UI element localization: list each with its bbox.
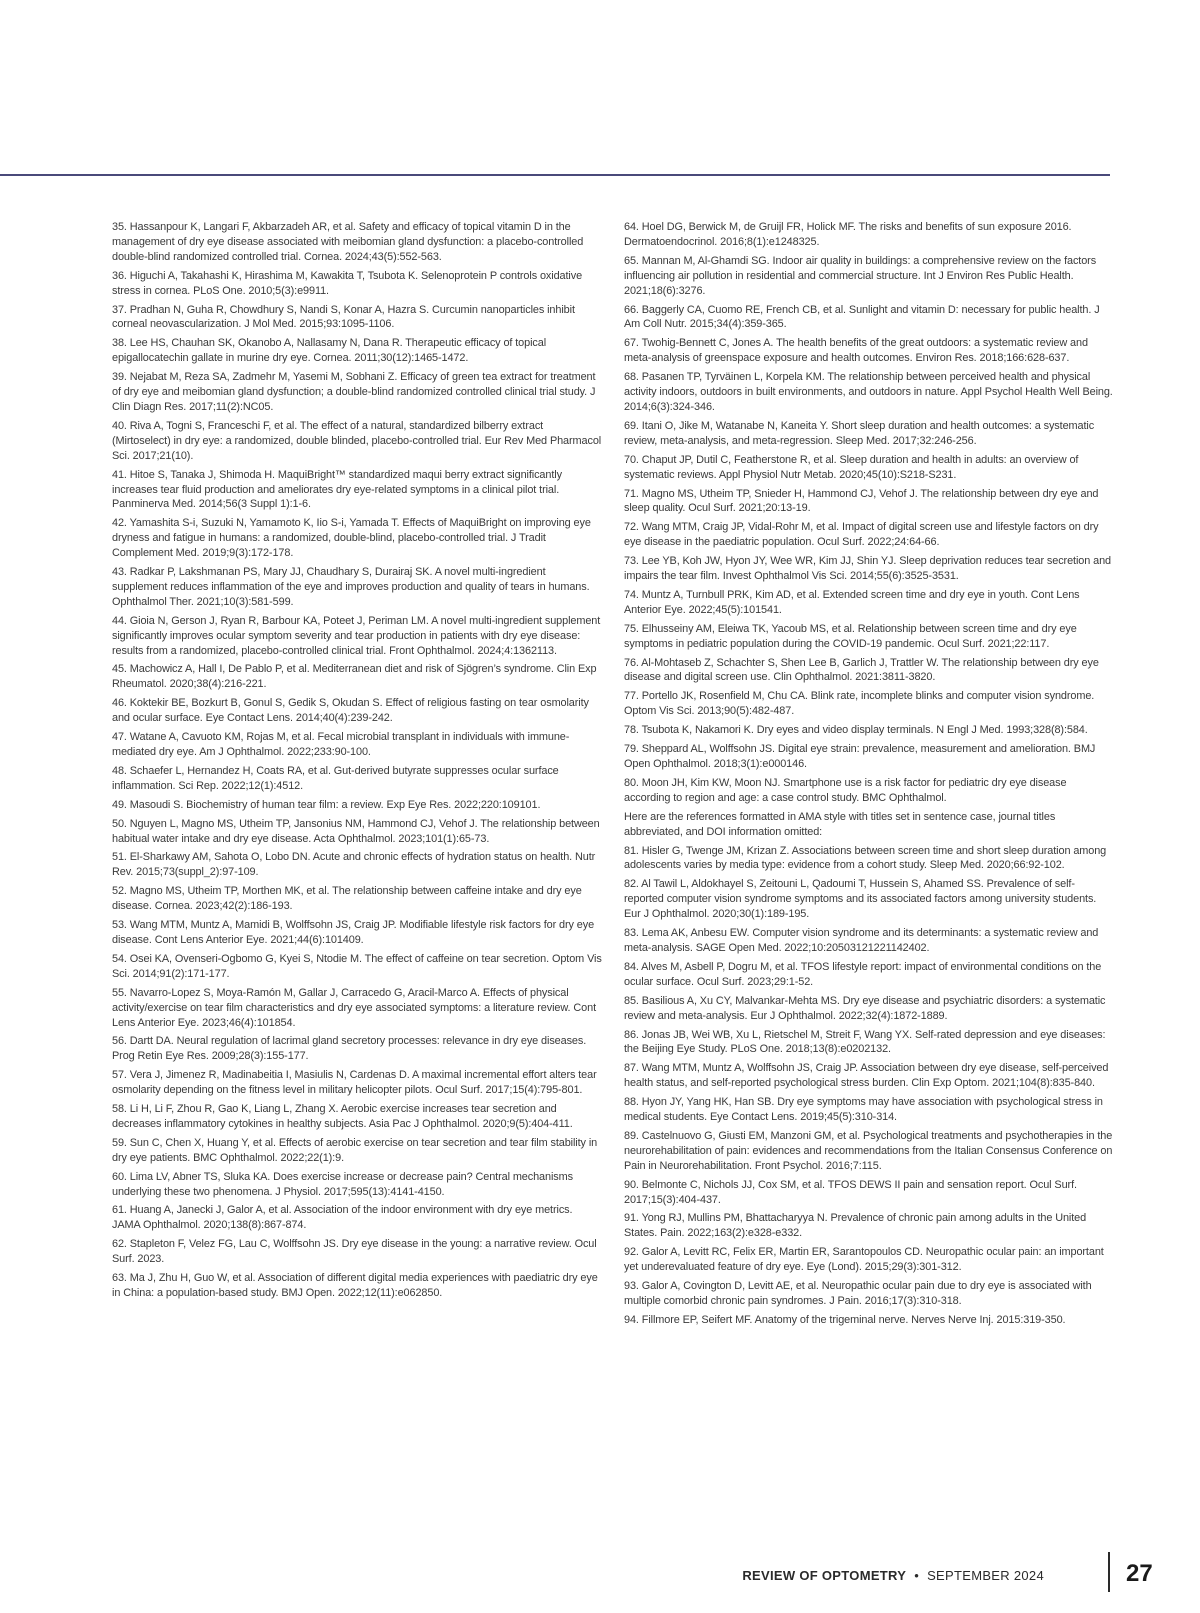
footer-divider <box>1108 1552 1110 1592</box>
reference-entry: 80. Moon JH, Kim KW, Moon NJ. Smartphone use is a risk factor for pediatric dry eye disease according to region and age: a case control study. BMC Ophthalmol. <box>624 776 1067 804</box>
reference-entry: 46. Koktekir BE, Bozkurt B, Gonul S, Gedik S, Okudan S. Effect of religious fasting on tear osmolarity and ocular surface. Eye Contact Lens. 2014;40(4):239-242. <box>112 697 589 725</box>
footer-running-title <box>742 1568 1044 1583</box>
reference-entry: 65. Mannan M, Al-Ghamdi SG. Indoor air quality in buildings: a comprehensive review on the factors influencing air pollution in residential and commercial structure. Int J Environ Res Public Health. 2021;18(6):3276. <box>624 254 1097 297</box>
header-rule <box>0 174 1110 176</box>
reference-entry: 56. Dartt DA. Neural regulation of lacrimal gland secretory processes: relevance in dry eye diseases. Prog Retin Eye Res. 2009;28(3):155-177. <box>112 1035 587 1063</box>
reference-entry: 69. Itani O, Jike M, Watanabe N, Kaneita Y. Short sleep duration and health outcomes: a systematic review, meta-analysis, and meta-regression. Sleep Med. 2017;32:246-256. <box>624 419 1095 447</box>
reference-entry: 84. Alves M, Asbell P, Dogru M, et al. TFOS lifestyle report: impact of environmental conditions on the ocular surface. Ocul Surf. 2023;29:1-52. <box>624 960 1102 988</box>
reference-entry: 57. Vera J, Jimenez R, Madinabeitia I, Masiulis N, Cardenas D. A maximal incremental effort alters tear osmolarity depending on the fitness level in military helicopter pilots. Ocul Surf. 2017;15(4):795-801. <box>112 1069 597 1097</box>
reference-entry: 93. Galor A, Covington D, Levitt AE, et al. Neuropathic ocular pain due to dry eye is associated with multiple comorbid chronic pain syndromes. J Pain. 2016;17(3):310-318. <box>624 1280 1092 1307</box>
publication-name: REVIEW OF OPTOMETRY <box>742 1568 907 1583</box>
reference-entry: 92. Galor A, Levitt RC, Felix ER, Martin ER, Sarantopoulos CD. Neuropathic ocular pain: an important yet underevaluated feature of dry eye. Eye (Lond). 2015;29(3):301-312. <box>624 1246 1104 1274</box>
reference-entry: 82. Al Tawil L, Aldokhayel S, Zeitouni L, Qadoumi T, Hussein S, Ahamed SS. Prevalence of self-reported computer vision syndrome symptoms and its associated factors among university students. Eur J Ophthalmol. 2020;30(1):189-195. <box>624 878 1097 921</box>
reference-entry: 87. Wang MTM, Muntz A, Wolffsohn JS, Craig JP. Association between dry eye disease, self-perceived health status, and self-reported psychological stress burden. Clin Exp Optom. 2021;104(8):835-840. <box>624 1062 1109 1090</box>
reference-entry: 88. Hyon JY, Yang HK, Han SB. Dry eye symptoms may have association with psychological stress in medical students. Eye Contact Lens. 2019;45(5):310-314. <box>624 1096 1103 1124</box>
page-footer <box>0 1552 1200 1592</box>
reference-entry: 68. Pasanen TP, Tyrväinen L, Korpela KM. The relationship between perceived health and physical activity indoors, outdoors in built environments, and outdoors in nature. Appl Psychol Health Well Being. 2014;6(3):324-346. <box>624 371 1113 413</box>
reference-entry: 78. Tsubota K, Nakamori K. Dry eyes and video display terminals. N Engl J Med. 1993;328(8):584. <box>624 724 1088 737</box>
reference-entry: 67. Twohig-Bennett C, Jones A. The health benefits of the great outdoors: a systematic review and meta-analysis of greenspace exposure and health outcomes. Environ Res. 2018;166:628-637. <box>624 337 1088 365</box>
reference-entry: 54. Osei KA, Ovenseri-Ogbomo G, Kyei S, Ntodie M. The effect of caffeine on tear secretion. Optom Vis Sci. 2014;91(2):171-177. <box>112 952 602 980</box>
reference-entry: 90. Belmonte C, Nichols JJ, Cox SM, et al. TFOS DEWS II pain and sensation report. Ocul Surf. 2017;15(3):404-437. <box>624 1178 1077 1206</box>
reference-entry: 71. Magno MS, Utheim TP, Snieder H, Hammond CJ, Vehof J. The relationship between dry eye and sleep quality. Ocul Surf. 2021;20:13-19. <box>624 487 1099 515</box>
reference-entry: 64. Hoel DG, Berwick M, de Gruijl FR, Holick MF. The risks and benefits of sun exposure 2016. Dermatoendocrinol. 2016;8(1):e1248325. <box>624 221 1072 248</box>
reference-entry: 74. Muntz A, Turnbull PRK, Kim AD, et al. Extended screen time and dry eye in youth. Cont Lens Anterior Eye. 2022;45(5):101541. <box>624 588 1080 616</box>
reference-entry: 81. Hisler G, Twenge JM, Krizan Z. Associations between screen time and short sleep duration among adolescents varies by media type: evidence from a cohort study. Sleep Med. 2020;66:92-102. <box>624 844 1107 872</box>
reference-entry: 42. Yamashita S-i, Suzuki N, Yamamoto K, Iio S-i, Yamada T. Effects of MaquiBright on improving eye dryness and fatigue in humans: a randomized, double-blind, placebo-controlled trial. J Tradit Complement Med. 2019;9(3):172-178. <box>112 517 591 560</box>
reference-entry: 59. Sun C, Chen X, Huang Y, et al. Effects of aerobic exercise on tear secretion and tear film stability in dry eye patients. BMC Ophthalmol. 2022;22(1):9. <box>112 1136 598 1164</box>
reference-entry: 86. Jonas JB, Wei WB, Xu L, Rietschel M, Streit F, Wang YX. Self-rated depression and eye diseases: the Beijing Eye Study. PLoS One. 2018;13(8):e0202132. <box>624 1028 1106 1056</box>
reference-entry: 62. Stapleton F, Velez FG, Lau C, Wolffsohn JS. Dry eye disease in the young: a narrative review. Ocul Surf. 2023. <box>112 1238 597 1266</box>
page-number: 27 <box>1126 1560 1153 1587</box>
reference-entry: 73. Lee YB, Koh JW, Hyon JY, Wee WR, Kim JJ, Shin YJ. Sleep deprivation reduces tear secretion and impairs the tear film. Invest Ophthalmol Vis Sci. 2014;55(6):3525-3531. <box>624 555 1111 583</box>
reference-entry: 43. Radkar P, Lakshmanan PS, Mary JJ, Chaudhary S, Durairaj SK. A novel multi-ingredient supplement reduces inflammation of the eye and improves production and quality of tears in humans. Ophthalmol Ther. 2021;10(3):581-599. <box>112 566 590 608</box>
reference-entry: Here are the references formatted in AMA style with titles set in sentence case, journal titles abbreviated, and DOI information omitted: <box>624 810 1056 838</box>
reference-entry: 85. Basilious A, Xu CY, Malvankar-Mehta MS. Dry eye disease and psychiatric disorders: a systematic review and meta-analysis. Eur J Ophthalmol. 2022;32(4):1872-1889. <box>624 994 1106 1022</box>
reference-entry: 94. Fillmore EP, Seifert MF. Anatomy of the trigeminal nerve. Nerves Nerve Inj. 2015:319-350. <box>624 1313 1066 1326</box>
reference-entry: 41. Hitoe S, Tanaka J, Shimoda H. MaquiBright™ standardized maqui berry extract significantly increases tear fluid production and ameliorates dry eye-related symptoms in a clinical pilot trial. Panminerva Med. 2014;56(3 Suppl 1):1-6. <box>112 468 562 511</box>
references-column-left <box>112 220 602 1305</box>
reference-entry: 61. Huang A, Janecki J, Galor A, et al. Association of the indoor environment with dry eye metrics. JAMA Ophthalmol. 2020;138(8):867-874. <box>112 1204 573 1232</box>
reference-entry: 39. Nejabat M, Reza SA, Zadmehr M, Yasemi M, Sobhani Z. Efficacy of green tea extract for treatment of dry eye and meibomian gland dysfunction; a double-blind randomized controlled clinical trial study. J Clin Diagn Res. 2017;11(2):NC05. <box>112 371 596 413</box>
reference-entry: 79. Sheppard AL, Wolffsohn JS. Digital eye strain: prevalence, measurement and amelioration. BMJ Open Ophthalmol. 2018;3(1):e000146. <box>624 743 1096 770</box>
reference-entry: 48. Schaefer L, Hernandez H, Coats RA, et al. Gut-derived butyrate suppresses ocular surface inflammation. Sci Rep. 2022;12(1):4512. <box>112 764 559 792</box>
reference-entry: 36. Higuchi A, Takahashi K, Hirashima M, Kawakita T, Tsubota K. Selenoprotein P controls oxidative stress in cornea. PLoS One. 2010;5(3):e9911. <box>112 269 583 297</box>
footer-bullet: • <box>914 1568 920 1583</box>
issue-date: SEPTEMBER 2024 <box>927 1568 1044 1583</box>
reference-entry: 89. Castelnuovo G, Giusti EM, Manzoni GM, et al. Psychological treatments and psychotherapies in the neurorehabilitation of pain: evidences and recommendations from the Italian Consensus Conference on Pain in Neurorehabilitation. Front Psychol. 2016;7:115. <box>624 1129 1113 1172</box>
reference-entry: 55. Navarro-Lopez S, Moya-Ramón M, Gallar J, Carracedo G, Aracil-Marco A. Effects of physical activity/exercise on tear film characteristics and dry eye associated symptoms: a literature review. Cont Lens Anterior Eye. 2023;46(4):101854. <box>112 986 597 1029</box>
reference-entry: 44. Gioia N, Gerson J, Ryan R, Barbour KA, Poteet J, Periman LM. A novel multi-ingredient supplement significantly improves ocular symptom severity and tear production in patients with dry eye disease: results from a randomized, placebo-controlled clinical trial. Front Ophthalmol. 2024;4:1362113. <box>112 614 601 657</box>
reference-entry: 60. Lima LV, Abner TS, Sluka KA. Does exercise increase or decrease pain? Central mechanisms underlying these two phenomena. J Physiol. 2017;595(13):4141-4150. <box>112 1170 573 1198</box>
reference-entry: 63. Ma J, Zhu H, Guo W, et al. Association of different digital media experiences with paediatric dry eye in China: a population-based study. BMJ Open. 2022;12(11):e062850. <box>112 1272 598 1299</box>
reference-entry: 53. Wang MTM, Muntz A, Mamidi B, Wolffsohn JS, Craig JP. Modifiable lifestyle risk factors for dry eye disease. Cont Lens Anterior Eye. 2021;44(6):101409. <box>112 919 595 946</box>
reference-entry: 35. Hassanpour K, Langari F, Akbarzadeh AR, et al. Safety and efficacy of topical vitamin D in the management of dry eye disease associated with meibomian gland dysfunction: a placebo-controlled double-blind randomized controlled trial. Cornea. 2024;43(5):552-563. <box>112 221 584 263</box>
reference-entry: 58. Li H, Li F, Zhou R, Gao K, Liang L, Zhang X. Aerobic exercise increases tear secretion and decreases inflammatory cytokines in healthy subjects. Asia Pac J Ophthalmol. 2020;9(5):404-411. <box>112 1103 573 1130</box>
reference-entry: 38. Lee HS, Chauhan SK, Okanobo A, Nallasamy N, Dana R. Therapeutic efficacy of topical epigallocatechin gallate in murine dry eye. Cornea. 2011;30(12):1465-1472. <box>112 337 547 365</box>
reference-entry: 76. Al-Mohtaseb Z, Schachter S, Shen Lee B, Garlich J, Trattler W. The relationship between dry eye disease and digital screen use. Clin Ophthalmol. 2021:3811-3820. <box>624 656 1099 684</box>
reference-entry: 72. Wang MTM, Craig JP, Vidal-Rohr M, et al. Impact of digital screen use and lifestyle factors on dry eye disease in the paediatric population. Ocul Surf. 2022;24:64-66. <box>624 521 1099 549</box>
reference-entry: 40. Riva A, Togni S, Franceschi F, et al. The effect of a natural, standardized bilberry extract (Mirtoselect) in dry eye: a randomized, double blinded, placebo-controlled trial. Eur Rev Med Pharmacol Sci. 2017;21(10). <box>112 419 602 462</box>
reference-entry: 50. Nguyen L, Magno MS, Utheim TP, Jansonius NM, Hammond CJ, Vehof J. The relationship between habitual water intake and dry eye disease. Acta Ophthalmol. 2023;101(1):65-73. <box>112 817 600 845</box>
reference-entry: 45. Machowicz A, Hall I, De Pablo P, et al. Mediterranean diet and risk of Sjögren’s syndrome. Clin Exp Rheumatol. 2020;38(4):216-221. <box>112 663 597 691</box>
reference-entry: 75. Elhusseiny AM, Eleiwa TK, Yacoub MS, et al. Relationship between screen time and dry eye symptoms in pediatric population during the COVID-19 pandemic. Ocul Surf. 2021;22:117. <box>624 622 1077 650</box>
reference-entry: 70. Chaput JP, Dutil C, Featherstone R, et al. Sleep duration and health in adults: an overview of systematic reviews. Appl Physiol Nutr Metab. 2020;45(10):S218-S231. <box>624 453 1079 481</box>
reference-entry: 37. Pradhan N, Guha R, Chowdhury S, Nandi S, Konar A, Hazra S. Curcumin nanoparticles inhibit corneal neovascularization. J Mol Med. 2015;93:1095-1106. <box>112 303 575 331</box>
reference-entry: 66. Baggerly CA, Cuomo RE, French CB, et al. Sunlight and vitamin D: necessary for public health. J Am Coll Nutr. 2015;34(4):359-365. <box>624 303 1100 331</box>
reference-entry: 83. Lema AK, Anbesu EW. Computer vision syndrome and its determinants: a systematic review and meta-analysis. SAGE Open Med. 2022;10:20503121221142402. <box>624 927 1099 954</box>
references-column-right <box>624 220 1114 1332</box>
reference-entry: 52. Magno MS, Utheim TP, Morthen MK, et al. The relationship between caffeine intake and dry eye disease. Cornea. 2023;42(2):186-193. <box>112 885 582 913</box>
reference-entry: 91. Yong RJ, Mullins PM, Bhattacharyya N. Prevalence of chronic pain among adults in the United States. Pain. 2022;163(2):e328-e332. <box>624 1212 1087 1240</box>
reference-entry: 77. Portello JK, Rosenfield M, Chu CA. Blink rate, incomplete blinks and computer vision syndrome. Optom Vis Sci. 2013;90(5):482-487. <box>624 690 1095 718</box>
reference-entry: 47. Watane A, Cavuoto KM, Rojas M, et al. Fecal microbial transplant in individuals with immune-mediated dry eye. Am J Ophthalmol. 2022;233:90-100. <box>112 731 570 758</box>
reference-entry: 49. Masoudi S. Biochemistry of human tear film: a review. Exp Eye Res. 2022;220:109101. <box>112 798 541 811</box>
reference-entry: 51. El-Sharkawy AM, Sahota O, Lobo DN. Acute and chronic effects of hydration status on health. Nutr Rev. 2015;73(suppl_2):97-109. <box>112 851 596 879</box>
